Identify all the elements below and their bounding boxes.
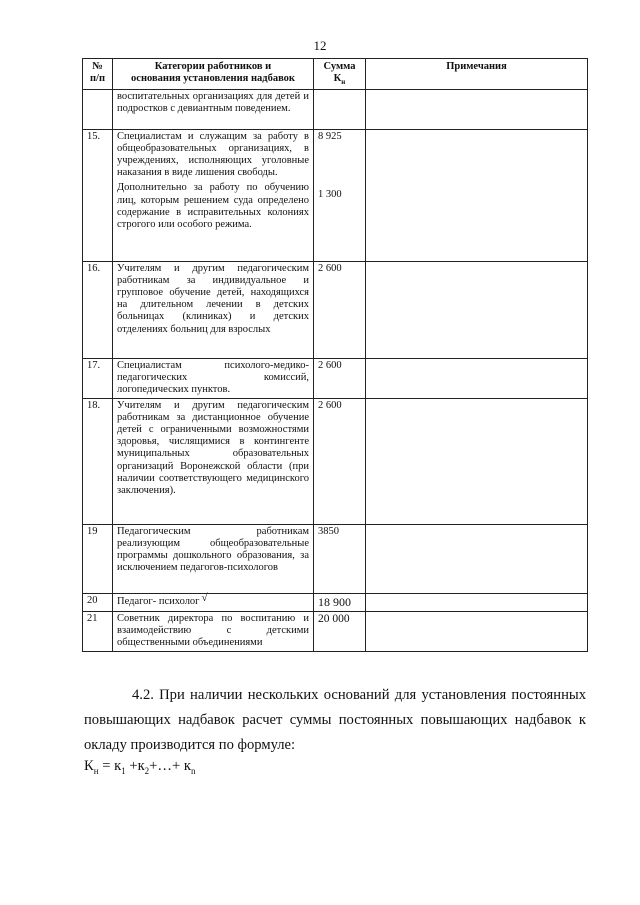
- table-header-row: [83, 59, 588, 90]
- row-category-text: Педагогическим работникам реализующим общеобразовательные программы дошкольного образования, за исключением педагогов-психологов: [117, 525, 309, 574]
- row-notes: [366, 129, 588, 261]
- row-category-text: Специалистам и служащим за работу в общеобразовательных организациях, в учреждениях, исполняющих уголовные наказания в виде лишения свободы.: [117, 130, 309, 179]
- row-sum-value: 2 600: [318, 262, 342, 274]
- table-row: [83, 89, 588, 129]
- row-category: [113, 611, 314, 651]
- allowance-table: [82, 58, 588, 652]
- table-row: [83, 398, 588, 524]
- row-category-text-additional: Дополнительно за работу по обучению лиц, которым решением суда определено содержание в исправительных колониях строгого или особого режима.: [117, 182, 309, 230]
- row-number: 16.: [83, 261, 113, 358]
- header-notes: Примечания: [366, 59, 588, 90]
- formula: $К_н = к_1$ $+к_2+\dots+ к_n$: [84, 758, 196, 776]
- row-number: 15.: [83, 129, 113, 261]
- row-category: [113, 129, 314, 261]
- row-category-text: воспитательных организациях для детей и подростков с девиантным поведением.: [117, 90, 309, 114]
- row-category: [113, 358, 314, 398]
- row-notes: [366, 524, 588, 593]
- table-row: [83, 261, 588, 358]
- row-category: [113, 524, 314, 593]
- row-sum: [314, 398, 366, 524]
- table-row: [83, 358, 588, 398]
- row-number: 19: [83, 524, 113, 593]
- row-notes: [366, 398, 588, 524]
- paragraph-text: 4.2. При наличии нескольких оснований для установления постоянных повышающих надбавок расчет суммы постоянных повышающих надбавок к окладу производится по формуле:: [84, 687, 586, 753]
- row-sum: [314, 593, 366, 611]
- paragraph-4-2: [84, 683, 586, 758]
- row-category-text: Учителям и другим педагогическим работникам за дистанционное обучение детей с ограниченными возможностями здоровья, числящимися в контингенте муниципальных образовательных организаций Воронежской области (при наличии соответствующего медицинского заключения).: [117, 399, 309, 496]
- row-sum: [314, 611, 366, 651]
- row-notes: [366, 261, 588, 358]
- row-sum-value: 8 925: [318, 130, 342, 142]
- header-category: Категории работников и основания установления надбавок: [113, 59, 314, 90]
- row-number: [83, 89, 113, 129]
- row-category-text: Специалистам психолого-медико-педагогических комиссий, логопедических пунктов.: [117, 359, 309, 395]
- row-sum-value: 2 600: [318, 359, 342, 371]
- row-sum-value: 2 600: [318, 399, 342, 411]
- row-category-text: Учителям и другим педагогическим работникам за индивидуальное и групповое обучение детей, находящихся на длительном лечении в детских больницах (клиниках) и детских отделениях больниц для взрослых: [117, 262, 309, 335]
- row-number: 17.: [83, 358, 113, 398]
- table-row: [83, 129, 588, 261]
- row-sum: [314, 129, 366, 261]
- row-number: 21: [83, 611, 113, 651]
- row-sum: [314, 89, 366, 129]
- row-sum: [314, 524, 366, 593]
- header-sum: Сумма $К_н$: [314, 59, 366, 90]
- row-sum-value-additional: 1 300: [318, 188, 342, 200]
- row-category: [113, 593, 314, 611]
- row-sum-value: 20 000: [318, 612, 350, 625]
- row-notes: [366, 358, 588, 398]
- table-row: [83, 524, 588, 593]
- row-category: [113, 89, 314, 129]
- row-category-text: Советник директора по воспитанию и взаимодействию с детскими общественными объединениями: [117, 612, 309, 648]
- row-category: [113, 261, 314, 358]
- page-number: 12: [313, 38, 327, 53]
- header-num: № п/п: [83, 59, 113, 90]
- table-row: [83, 611, 588, 651]
- row-category: [113, 398, 314, 524]
- row-notes: [366, 611, 588, 651]
- row-notes: [366, 89, 588, 129]
- row-sum: [314, 358, 366, 398]
- row-sum: [314, 261, 366, 358]
- row-number: 18.: [83, 398, 113, 524]
- row-sum-value: 3850: [318, 525, 339, 537]
- row-sum-value: 18 900: [318, 595, 351, 610]
- row-number: 20: [83, 593, 113, 611]
- checkmark-icon: √: [201, 591, 208, 604]
- row-category-text: Педагог- психолог: [117, 595, 200, 607]
- table-row: [83, 593, 588, 611]
- row-notes: [366, 593, 588, 611]
